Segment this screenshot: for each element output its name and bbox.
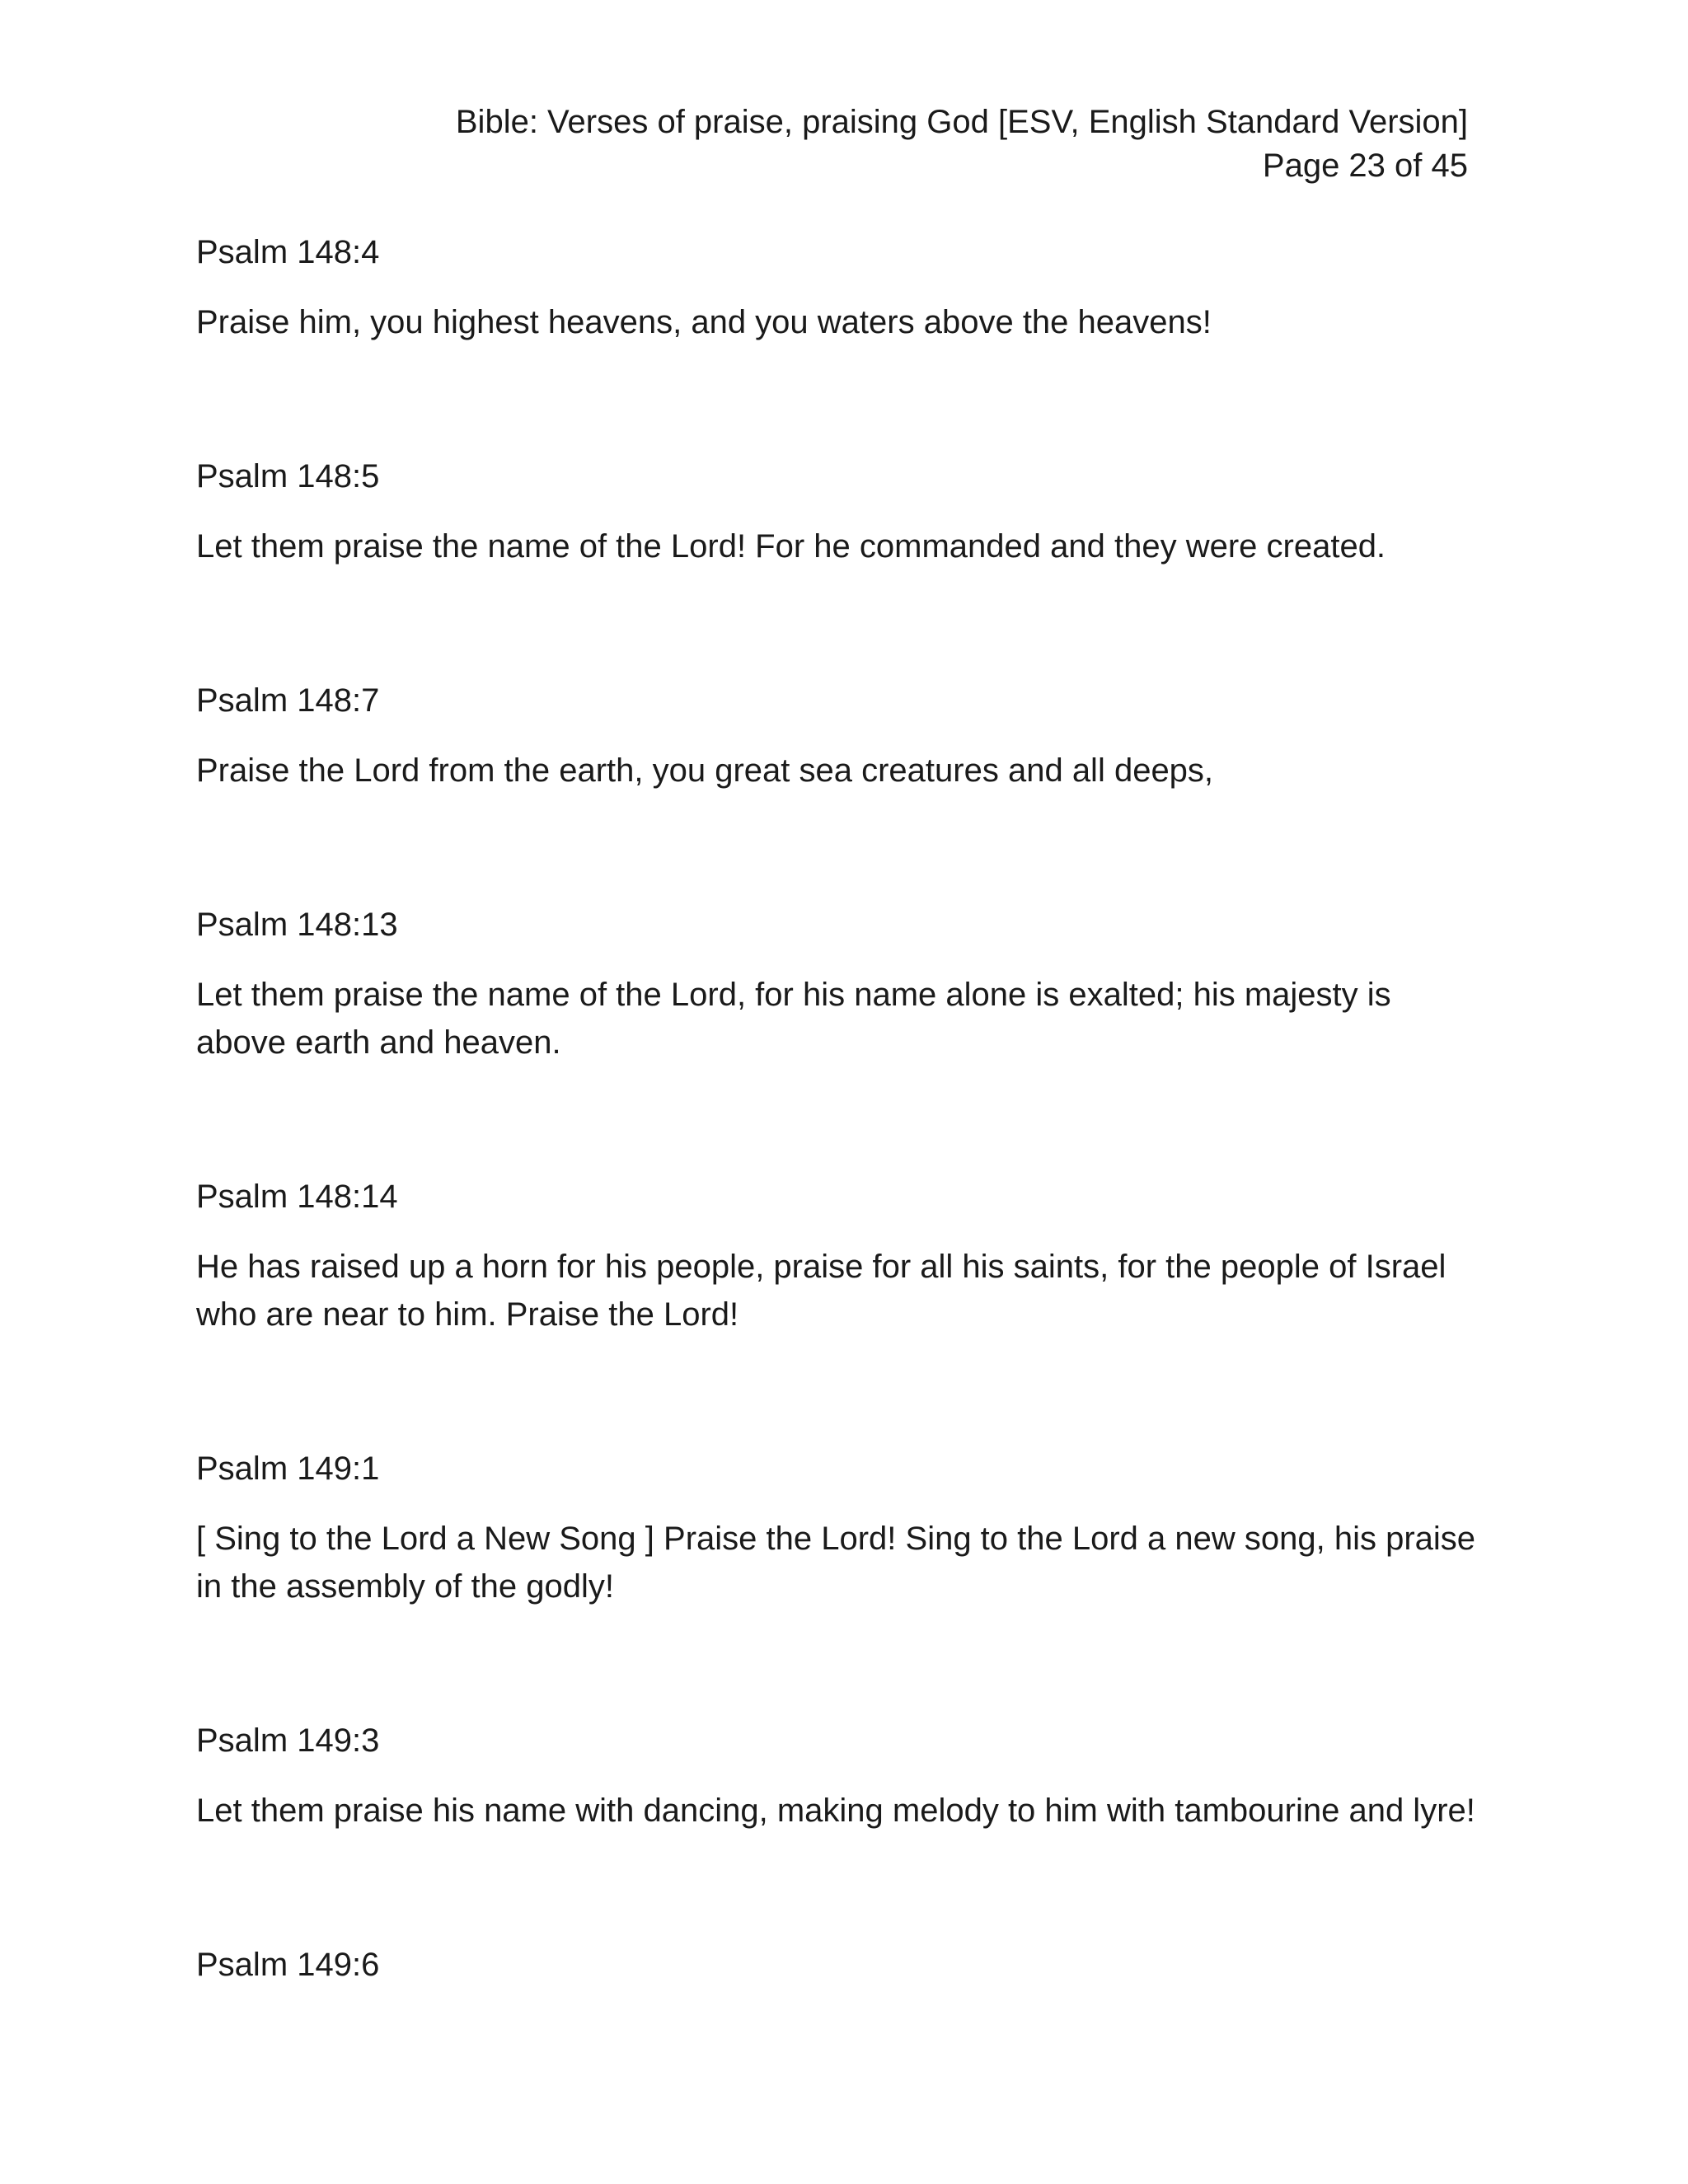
document-title: Bible: Verses of praise, praising God [ESV, English Standard Version] [455,104,1468,140]
verse-entry [196,677,1482,794]
verse-reference: Psalm 148:14 [196,1179,398,1215]
verse-separator [196,1338,1482,1446]
verse-reference: Psalm 148:4 [196,234,380,270]
verse-list [196,229,1482,2011]
verse-entry [196,229,1482,346]
verse-entry [196,1718,1482,1835]
page-number: Page 23 of 45 [1262,148,1468,184]
verse-reference: Psalm 148:13 [196,907,398,943]
page-header [456,101,1468,188]
verse-separator [196,1066,1482,1174]
verse-separator [196,1610,1482,1718]
verse-reference: Psalm 148:7 [196,682,380,719]
verse-reference: Psalm 149:6 [196,1947,380,1983]
verse-text: He has raised up a horn for his people, praise for all his saints, for the people of Israel who are near to him. Praise the Lord! [196,1249,1447,1333]
verse-text: [ Sing to the Lord a New Song ] Praise the Lord! Sing to the Lord a new song, his praise in the assembly of the godly! [196,1521,1476,1605]
verse-reference: Psalm 149:1 [196,1451,380,1487]
verse-text: Let them praise the name of the Lord, for his name alone is exalted; his majesty is above earth and heaven. [196,977,1391,1061]
verse-separator [196,570,1482,677]
verse-text: Praise the Lord from the earth, you great sea creatures and all deeps, [196,752,1214,789]
verse-text: Let them praise his name with dancing, making melody to him with tambourine and lyre! [196,1793,1475,1829]
verse-text: Let them praise the name of the Lord! For he commanded and they were created. [196,528,1386,565]
verse-separator [196,346,1482,453]
verse-entry [196,1446,1482,1610]
verse-separator [196,1835,1482,1942]
verse-entry [196,1174,1482,1338]
verse-text: Praise him, you highest heavens, and you waters above the heavens! [196,304,1212,340]
verse-entry [196,902,1482,1066]
verse-separator [196,794,1482,902]
verse-reference: Psalm 148:5 [196,458,380,494]
verse-reference: Psalm 149:3 [196,1722,380,1759]
verse-entry [196,1942,1482,1988]
verse-entry [196,453,1482,570]
